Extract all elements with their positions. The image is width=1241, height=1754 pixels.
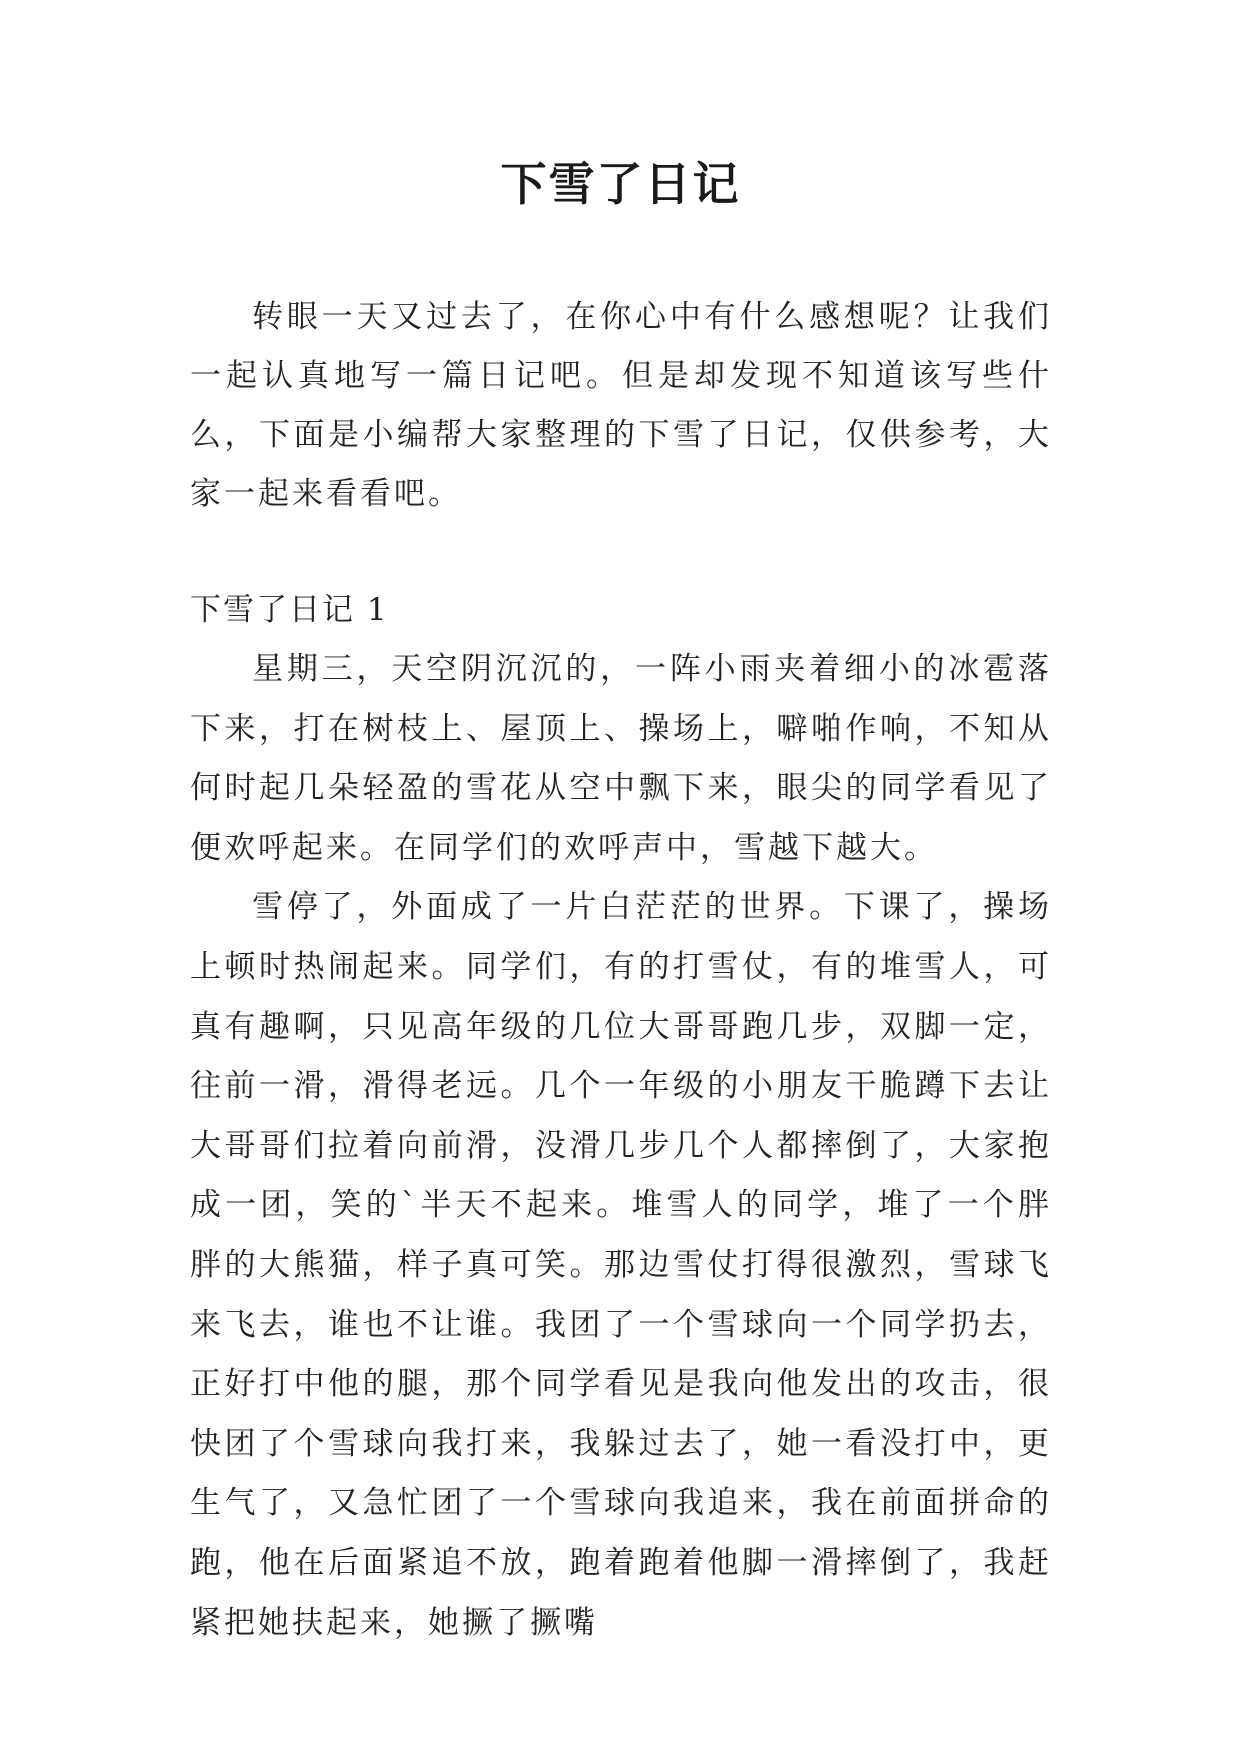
section-paragraph-2: 雪停了，外面成了一片白茫茫的世界。下课了，操场上顿时热闹起来。同学们，有的打雪仗，有的堆雪人，可真有趣啊，只见高年级的几位大哥哥跑几步，双脚一定，往前一滑，滑得老远。几个一年级的小朋友干脆蹲下去让大哥哥们拉着向前滑，没滑几步几个人都摔倒了，大家抱成一团，笑的`半天不起来。堆雪人的同学，堆了一个胖胖的大熊猫，样子真可笑。那边雪仗打得很激烈，雪球飞来飞去，谁也不让谁。我团了一个雪球向一个同学扔去，正好打中他的腿，那个同学看见是我向他发出的攻击，很快团了个雪球向我打来，我躲过去了，她一看没打中，更生气了，又急忙团了一个雪球向我追来，我在前面拼命的跑，他在后面紧追不放，跑着跑着他脚一滑摔倒了，我赶紧把她扶起来，她撅了撅嘴 [190,889,1052,1641]
document-title: 下雪了日记 [500,157,741,211]
intro-block [190,288,1052,524]
diary-section-1 [190,580,1052,1653]
section-paragraph-1: 星期三，天空阴沉沉的，一阵小雨夹着细小的冰雹落下来，打在树枝上、屋顶上、操场上，噼啪作响，不知从何时起几朵轻盈的雪花从空中飘下来，眼尖的同学看见了便欢呼起来。在同学们的欢呼声中，雪越下越大。 [190,651,1052,866]
section-heading: 下雪了日记 1 [190,592,389,628]
intro-paragraph: 转眼一天又过去了，在你心中有什么感想呢？让我们一起认真地写一篇日记吧。但是却发现不知道该写些什么，下面是小编帮大家整理的下雪了日记，仅供参考，大家一起来看看吧。 [190,299,1052,512]
